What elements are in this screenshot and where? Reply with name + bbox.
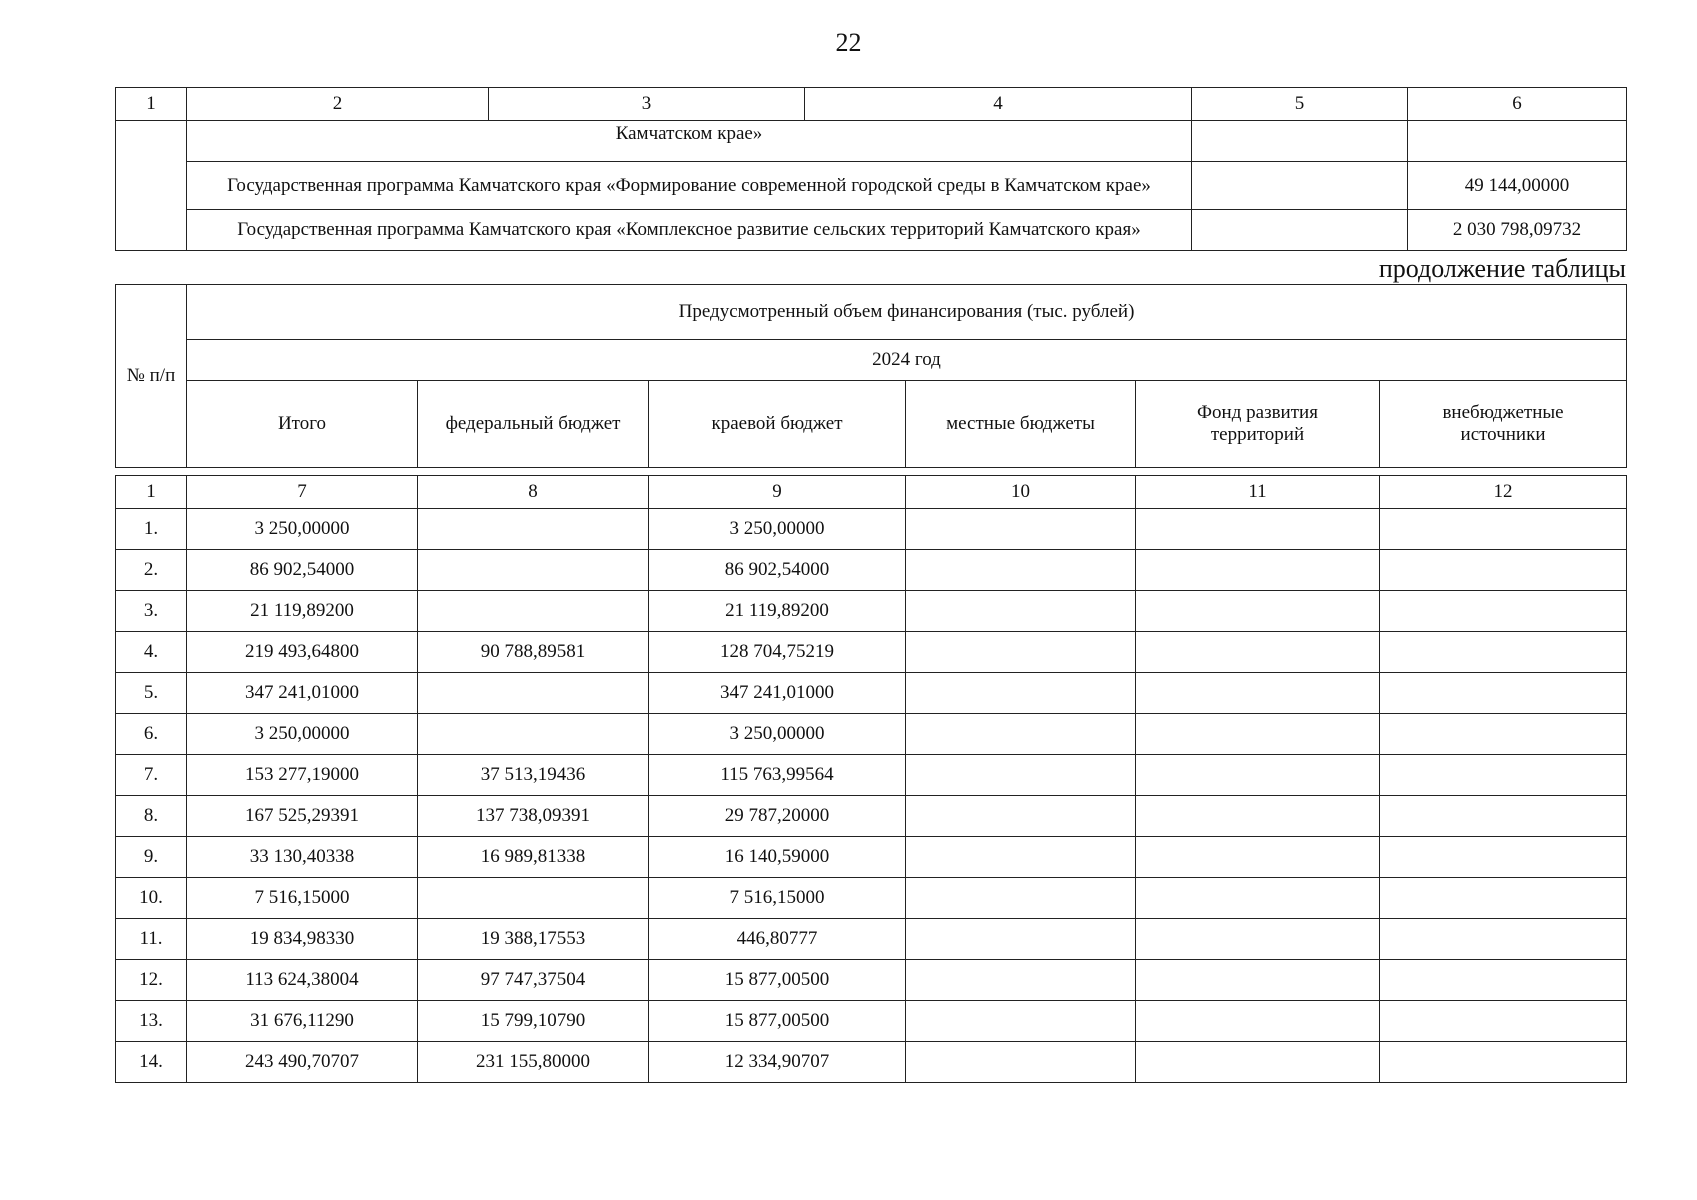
local-cell bbox=[906, 632, 1136, 673]
federal-cell: 15 799,10790 bbox=[418, 1001, 649, 1042]
federal-cell bbox=[418, 509, 649, 550]
column-header-regional: краевой бюджет bbox=[649, 381, 906, 468]
federal-cell: 16 989,81338 bbox=[418, 837, 649, 878]
cell bbox=[1408, 121, 1627, 162]
col-number-row bbox=[116, 88, 1627, 121]
regional-cell: 128 704,75219 bbox=[649, 632, 906, 673]
column-header-extra: внебюджетные источники bbox=[1380, 381, 1627, 468]
row-number: 7. bbox=[116, 755, 187, 796]
regional-cell: 29 787,20000 bbox=[649, 796, 906, 837]
fund-cell bbox=[1136, 837, 1380, 878]
local-cell bbox=[906, 1001, 1136, 1042]
extra-cell bbox=[1380, 919, 1627, 960]
local-cell bbox=[906, 755, 1136, 796]
col-number: 3 bbox=[489, 88, 805, 121]
col-number-row bbox=[116, 476, 1627, 509]
cell bbox=[1192, 162, 1408, 210]
table-row bbox=[116, 673, 1627, 714]
col-number: 10 bbox=[906, 476, 1136, 509]
table-row bbox=[116, 714, 1627, 755]
fund-cell bbox=[1136, 1042, 1380, 1083]
table-row bbox=[116, 121, 1627, 162]
fund-cell bbox=[1136, 632, 1380, 673]
table-row bbox=[116, 591, 1627, 632]
table-row bbox=[116, 960, 1627, 1001]
row-number: 4. bbox=[116, 632, 187, 673]
federal-cell: 137 738,09391 bbox=[418, 796, 649, 837]
extra-cell bbox=[1380, 714, 1627, 755]
table-row bbox=[116, 755, 1627, 796]
page-number: 22 bbox=[835, 28, 862, 57]
table-row bbox=[116, 632, 1627, 673]
regional-cell: 7 516,15000 bbox=[649, 878, 906, 919]
col-number: 1 bbox=[116, 476, 187, 509]
col-number: 7 bbox=[187, 476, 418, 509]
fund-cell bbox=[1136, 591, 1380, 632]
federal-cell bbox=[418, 714, 649, 755]
federal-cell bbox=[418, 550, 649, 591]
data-table bbox=[115, 475, 1627, 1083]
row-number: 11. bbox=[116, 919, 187, 960]
funding-header-row bbox=[116, 285, 1627, 340]
extra-cell bbox=[1380, 837, 1627, 878]
extra-cell bbox=[1380, 755, 1627, 796]
fund-cell bbox=[1136, 878, 1380, 919]
local-cell bbox=[906, 714, 1136, 755]
row-number: 8. bbox=[116, 796, 187, 837]
local-cell bbox=[906, 591, 1136, 632]
row-number: 9. bbox=[116, 837, 187, 878]
col-number: 11 bbox=[1136, 476, 1380, 509]
table-row bbox=[116, 1042, 1627, 1083]
federal-cell: 37 513,19436 bbox=[418, 755, 649, 796]
local-cell bbox=[906, 919, 1136, 960]
extra-cell bbox=[1380, 796, 1627, 837]
col-number: 5 bbox=[1192, 88, 1408, 121]
fund-cell bbox=[1136, 919, 1380, 960]
total-cell: 153 277,19000 bbox=[187, 755, 418, 796]
row-number: 10. bbox=[116, 878, 187, 919]
row-number: 13. bbox=[116, 1001, 187, 1042]
total-cell: 86 902,54000 bbox=[187, 550, 418, 591]
col-number: 9 bbox=[649, 476, 906, 509]
program-name: Камчатском крае» bbox=[187, 121, 1192, 162]
table-row bbox=[116, 919, 1627, 960]
fund-cell bbox=[1136, 960, 1380, 1001]
cell: 49 144,00000 bbox=[1408, 162, 1627, 210]
total-cell: 243 490,70707 bbox=[187, 1042, 418, 1083]
row-number: 2. bbox=[116, 550, 187, 591]
fund-cell bbox=[1136, 1001, 1380, 1042]
row-number: 1. bbox=[116, 509, 187, 550]
local-cell bbox=[906, 878, 1136, 919]
regional-cell: 15 877,00500 bbox=[649, 960, 906, 1001]
row-number: 3. bbox=[116, 591, 187, 632]
extra-cell bbox=[1380, 878, 1627, 919]
total-cell: 347 241,01000 bbox=[187, 673, 418, 714]
cell: 2 030 798,09732 bbox=[1408, 210, 1627, 251]
local-cell bbox=[906, 837, 1136, 878]
fund-cell bbox=[1136, 755, 1380, 796]
row-number: 5. bbox=[116, 673, 187, 714]
fund-cell bbox=[1136, 509, 1380, 550]
header-table bbox=[115, 284, 1627, 468]
total-cell: 7 516,15000 bbox=[187, 878, 418, 919]
regional-cell: 115 763,99564 bbox=[649, 755, 906, 796]
extra-cell bbox=[1380, 591, 1627, 632]
total-cell: 3 250,00000 bbox=[187, 509, 418, 550]
column-header-local: местные бюджеты bbox=[906, 381, 1136, 468]
total-cell: 219 493,64800 bbox=[187, 632, 418, 673]
table-row bbox=[116, 550, 1627, 591]
regional-cell: 15 877,00500 bbox=[649, 1001, 906, 1042]
col-number: 12 bbox=[1380, 476, 1627, 509]
row-number: 6. bbox=[116, 714, 187, 755]
fund-cell bbox=[1136, 714, 1380, 755]
total-cell: 113 624,38004 bbox=[187, 960, 418, 1001]
regional-cell: 86 902,54000 bbox=[649, 550, 906, 591]
extra-cell bbox=[1380, 509, 1627, 550]
total-cell: 167 525,29391 bbox=[187, 796, 418, 837]
year-header: 2024 год bbox=[187, 340, 1627, 381]
col-number: 1 bbox=[116, 88, 187, 121]
row-number: 12. bbox=[116, 960, 187, 1001]
extra-cell bbox=[1380, 550, 1627, 591]
regional-cell: 16 140,59000 bbox=[649, 837, 906, 878]
federal-cell: 231 155,80000 bbox=[418, 1042, 649, 1083]
col-number: 2 bbox=[187, 88, 489, 121]
regional-cell: 3 250,00000 bbox=[649, 714, 906, 755]
regional-cell: 21 119,89200 bbox=[649, 591, 906, 632]
program-name: Государственная программа Камчатского края «Формирование современной городской среды в Камчатском крае» bbox=[187, 162, 1192, 210]
column-header-fund: Фонд развития территорий bbox=[1136, 381, 1380, 468]
year-row bbox=[116, 340, 1627, 381]
total-cell: 33 130,40338 bbox=[187, 837, 418, 878]
table-row bbox=[116, 162, 1627, 210]
total-cell: 19 834,98330 bbox=[187, 919, 418, 960]
cell bbox=[1192, 210, 1408, 251]
table-row bbox=[116, 509, 1627, 550]
table-row bbox=[116, 796, 1627, 837]
extra-cell bbox=[1380, 1001, 1627, 1042]
col-number: 4 bbox=[805, 88, 1192, 121]
regional-cell: 3 250,00000 bbox=[649, 509, 906, 550]
regional-cell: 12 334,90707 bbox=[649, 1042, 906, 1083]
top-table bbox=[115, 87, 1627, 251]
column-header-row bbox=[116, 381, 1627, 468]
federal-cell: 97 747,37504 bbox=[418, 960, 649, 1001]
row-number: 14. bbox=[116, 1042, 187, 1083]
total-cell: 31 676,11290 bbox=[187, 1001, 418, 1042]
table-row bbox=[116, 837, 1627, 878]
federal-cell bbox=[418, 591, 649, 632]
fund-cell bbox=[1136, 673, 1380, 714]
total-cell: 3 250,00000 bbox=[187, 714, 418, 755]
extra-cell bbox=[1380, 960, 1627, 1001]
num-header: № п/п bbox=[116, 285, 187, 468]
table-row bbox=[116, 878, 1627, 919]
program-name: Государственная программа Камчатского края «Комплексное развитие сельских территорий Камчатского края» bbox=[187, 210, 1192, 251]
col-number: 8 bbox=[418, 476, 649, 509]
regional-cell: 347 241,01000 bbox=[649, 673, 906, 714]
local-cell bbox=[906, 673, 1136, 714]
local-cell bbox=[906, 960, 1136, 1001]
extra-cell bbox=[1380, 632, 1627, 673]
table-row bbox=[116, 210, 1627, 251]
local-cell bbox=[906, 796, 1136, 837]
continuation-label: продолжение таблицы bbox=[1378, 254, 1626, 283]
fund-cell bbox=[1136, 796, 1380, 837]
funding-header: Предусмотренный объем финансирования (тыс. рублей) bbox=[187, 285, 1627, 340]
local-cell bbox=[906, 509, 1136, 550]
total-cell: 21 119,89200 bbox=[187, 591, 418, 632]
federal-cell bbox=[418, 673, 649, 714]
col-number: 6 bbox=[1408, 88, 1627, 121]
extra-cell bbox=[1380, 673, 1627, 714]
column-header-federal: федеральный бюджет bbox=[418, 381, 649, 468]
federal-cell bbox=[418, 878, 649, 919]
cell bbox=[1192, 121, 1408, 162]
table-row bbox=[116, 1001, 1627, 1042]
regional-cell: 446,80777 bbox=[649, 919, 906, 960]
federal-cell: 90 788,89581 bbox=[418, 632, 649, 673]
extra-cell bbox=[1380, 1042, 1627, 1083]
column-header-total: Итого bbox=[187, 381, 418, 468]
fund-cell bbox=[1136, 550, 1380, 591]
local-cell bbox=[906, 1042, 1136, 1083]
empty-cell bbox=[116, 121, 187, 251]
federal-cell: 19 388,17553 bbox=[418, 919, 649, 960]
local-cell bbox=[906, 550, 1136, 591]
